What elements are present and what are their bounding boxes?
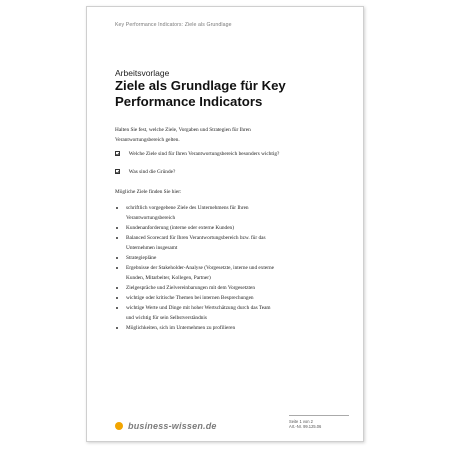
goal-text-line: wichtige Werte und Dinge mit hoher Wertschätzung durch das Team (126, 305, 271, 311)
goal-item (115, 283, 355, 293)
goal-text-line: wichtige oder kritische Themen bei internen Besprechungen (126, 295, 254, 301)
goal-text-line: Möglichkeiten, sich im Unternehmen zu profilieren (126, 325, 236, 331)
question-item (115, 167, 355, 177)
running-head: Key Performance Indicators: Ziele als Grundlage (115, 22, 232, 28)
goal-text-line: Zielgespräche und Zielvereinbarungen mit dem Vorgesetzten (126, 285, 255, 291)
goal-item (115, 303, 355, 323)
question-text: Welche Ziele sind für Ihren Verantwortungsbereich besonders wichtig? (128, 151, 280, 157)
goal-text-line: Ergebnisse der Stakeholder-Analyse (Vorgesetzte, interne und externe (126, 265, 275, 271)
brand-dot-icon (115, 422, 123, 430)
document-page (86, 6, 364, 442)
page-number: Seite 1 von 2 (289, 419, 313, 424)
goal-text-line: Strategiepläne (126, 255, 157, 261)
checkbox-icon (115, 169, 120, 174)
question-item (115, 149, 355, 159)
goal-item (115, 253, 355, 263)
goal-text-line: Kunden, Mitarbeiter, Kollegen, Partner) (126, 275, 211, 281)
goal-text-line: Verantwortungsbereich (126, 215, 176, 221)
question-text: Was sind die Gründe? (128, 169, 176, 175)
page-meta (289, 419, 349, 429)
brand-logo (115, 421, 217, 431)
goal-item (115, 223, 355, 233)
intro-line: Halten Sie fest, welche Ziele, Vorgaben und Strategien für Ihren (115, 127, 251, 133)
brand-logo-text: business-wissen.de (128, 421, 217, 431)
goal-text-line: Kundenanforderung (interne oder externe Kunden) (126, 225, 234, 231)
question-list (115, 149, 355, 185)
intro-paragraph (115, 125, 355, 145)
goal-text-line: Unternehmen insgesamt (126, 245, 178, 251)
footer-divider (289, 415, 349, 416)
goal-text-line: und wichtig für sein Selbstverständnis (126, 315, 207, 321)
goal-item (115, 263, 355, 283)
goal-text-line: schriftlich vorgegebene Ziele des Unternehmens für Ihren (126, 205, 249, 211)
goal-item (115, 233, 355, 253)
goal-item (115, 203, 355, 223)
goal-list (115, 203, 355, 333)
document-kicker: Arbeitsvorlage (115, 68, 170, 78)
intro-line: Verantwortungsbereich gelten. (115, 137, 180, 143)
checkbox-icon (115, 151, 120, 156)
goal-item (115, 293, 355, 303)
article-number: Art.-Nr. 99.125.06 (289, 424, 322, 429)
goal-item (115, 323, 355, 333)
list-lead: Mögliche Ziele finden Sie hier: (115, 189, 182, 195)
document-title: Ziele als Grundlage für Key Performance Indicators (115, 78, 286, 109)
goal-text-line: Balanced Scorecard für Ihren Verantwortungsbereich bzw. für das (126, 235, 266, 241)
